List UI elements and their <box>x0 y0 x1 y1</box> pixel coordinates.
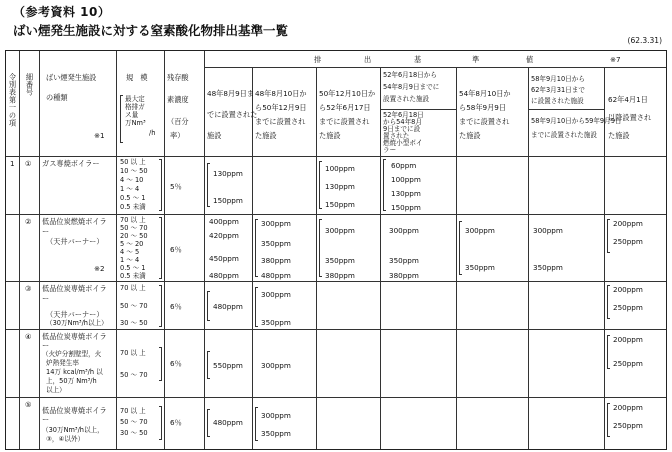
row2-c2-2: 380ppm <box>261 256 291 265</box>
bracket <box>207 163 210 207</box>
row3-c1-0: 480ppm <box>213 302 243 311</box>
row4-no: ④ <box>25 332 32 341</box>
rule <box>6 397 666 398</box>
row5-scale-1: 50 ～ 70 <box>120 418 148 426</box>
o2-header-3: 率） <box>170 131 185 140</box>
row3-c7-0: 200ppm <box>613 285 643 294</box>
rule <box>39 51 40 449</box>
row4-name-1: ー <box>42 341 50 350</box>
row2-c6-0: 300ppm <box>533 226 563 235</box>
row3-scale-2: 30 ～ 50 <box>120 319 148 327</box>
row1-scale-0: 50 以 上 <box>120 158 146 166</box>
emission-standards-table <box>5 50 667 450</box>
row1-c1-0: 130ppm <box>213 169 243 178</box>
row3-scale-0: 70 以 上 <box>120 284 146 292</box>
row5-name-0: 低品位炭専焼ボイラ <box>42 406 107 415</box>
row1-c4-1: 100ppm <box>391 175 421 184</box>
page-title: ばい煙発生施設に対する窒素酸化物排出基準一覧 <box>13 23 289 38</box>
row1-c3-2: 150ppm <box>325 200 355 209</box>
row5-name-3: ③，④以外） <box>46 435 85 443</box>
row2-c4-0: 300ppm <box>389 226 419 235</box>
rule <box>316 67 317 449</box>
o2-header-1: 素濃度 <box>167 95 189 104</box>
row2-name-2: （天井バーナー） <box>46 237 104 246</box>
row1-no: ① <box>25 159 32 168</box>
row2-scale-1: 50 ～ 70 <box>120 224 148 232</box>
row1-scale-4: 0.5 ～ 1 <box>120 194 146 202</box>
reference-label: （参考資料 10） <box>13 5 111 19</box>
scale-detail-1: 格排ガ <box>125 103 145 111</box>
row2-c3-1: 350ppm <box>325 256 355 265</box>
bracket <box>319 219 322 277</box>
emission-h-1: 出 <box>364 55 372 64</box>
row2-name-0: 低品位炭燃焼ボイラ <box>42 217 107 226</box>
bracket <box>159 159 162 211</box>
row3-name-2: （天井バーナー） <box>46 310 104 319</box>
bracket <box>120 95 123 143</box>
number-header: 細番号 <box>25 73 35 97</box>
period-3-l0: 50年12月10日か <box>319 89 376 98</box>
row2-scale-3: 5 ～ 20 <box>120 240 144 248</box>
bracket <box>607 219 610 253</box>
sub-a-0: 52年6月18日 <box>383 111 424 119</box>
row4-o2: 6％ <box>170 359 182 368</box>
period-7-l0: 62年4月1日 <box>608 95 648 104</box>
period-2-l1: ら50年12月9日 <box>255 103 307 112</box>
bracket <box>607 403 610 437</box>
row2-c1-0: 400ppm <box>209 217 239 226</box>
bracket <box>255 287 258 327</box>
row4-c1-0: 550ppm <box>213 361 243 370</box>
bracket <box>207 291 210 321</box>
row2-c5-0: 300ppm <box>465 226 495 235</box>
period-2-l2: までに設置され <box>255 117 306 126</box>
rule <box>204 51 205 449</box>
rule <box>528 109 604 110</box>
bracket <box>607 285 610 319</box>
row2-c3-2: 380ppm <box>325 271 355 280</box>
row2-c2-0: 300ppm <box>261 219 291 228</box>
row2-scale-2: 20 ～ 50 <box>120 232 148 240</box>
rule <box>6 329 666 330</box>
row2-scale-0: 70 以 上 <box>120 216 146 224</box>
sub-a-3: 置された <box>383 132 410 140</box>
scale-header: 規 模 <box>126 73 148 82</box>
period-7-l1: 以降設置され <box>608 113 652 122</box>
row1-o2: 5％ <box>170 182 182 191</box>
bracket <box>255 407 258 441</box>
row4-name-4: 14万 kcal/m³/h 以 <box>46 368 103 376</box>
bracket <box>255 219 258 277</box>
period-3-l1: ら52年6月17日 <box>319 103 371 112</box>
period-2-l0: 48年8月10日か <box>255 89 307 98</box>
period-6-l1: 62年3月31日まで <box>531 86 585 94</box>
period-7-l2: た施設 <box>608 131 630 140</box>
row4-scale-1: 50 ～ 70 <box>120 371 148 379</box>
o2-header-0: 残存酸 <box>167 73 189 82</box>
row2-c4-2: 380ppm <box>389 271 419 280</box>
bracket <box>207 409 210 437</box>
sub-a-4: 燃焼小型ボイ <box>383 139 423 147</box>
row2-c1-1: 420ppm <box>209 231 239 240</box>
row3-name-1: ー <box>42 294 50 303</box>
row2-note: ※2 <box>94 264 105 273</box>
row3-c2-1: 350ppm <box>261 318 291 327</box>
emission-h-3: 準 <box>472 55 480 64</box>
row4-scale-0: 70 以 上 <box>120 349 146 357</box>
rule <box>456 67 457 449</box>
period-2-l3: た施設 <box>255 131 277 140</box>
doc-date: (62.3.31) <box>627 36 662 45</box>
rule <box>380 109 456 110</box>
row4-name-5: 上，50万 Nm³/h <box>46 377 97 385</box>
row2-scale-6: 0.5 ～ 1 <box>120 264 146 272</box>
o2-header-2: （百分 <box>167 117 189 126</box>
facility-header-2: の種類 <box>46 93 68 102</box>
period-6-l0: 58年9月10日から <box>531 75 585 83</box>
row4-name-0: 低品位炭専焼ボイラ <box>42 332 107 341</box>
row1-c4-3: 150ppm <box>391 203 421 212</box>
sub-a-2: 9日までに設 <box>383 125 421 133</box>
sub-a-5: ラー <box>383 146 397 154</box>
bracket <box>159 347 162 381</box>
rule <box>6 281 666 282</box>
row1-c4-0: 60ppm <box>391 161 417 170</box>
row2-c3-0: 300ppm <box>325 226 355 235</box>
period-1-l0: 48年8月9日ま <box>207 89 255 98</box>
row5-c7-0: 200ppm <box>613 403 643 412</box>
row2-c1-3: 480ppm <box>209 271 239 280</box>
row2-c7-0: 200ppm <box>613 219 643 228</box>
rule <box>252 67 253 449</box>
row4-c2-0: 300ppm <box>261 361 291 370</box>
row5-scale-0: 70 以 上 <box>120 407 146 415</box>
row3-c7-1: 250ppm <box>613 303 643 312</box>
period-4-l2: 設置された施設 <box>383 95 430 103</box>
row4-name-3: 炉熱発生率 <box>46 359 79 367</box>
rule <box>164 51 165 449</box>
row2-c1-2: 450ppm <box>209 254 239 263</box>
period-5-l1: ら58年9月9日 <box>459 103 507 112</box>
row1-c4-2: 130ppm <box>391 189 421 198</box>
period-4-l0: 52年6月18日から <box>383 71 437 79</box>
row2-no: ② <box>25 217 32 226</box>
row4-c7-1: 250ppm <box>613 359 643 368</box>
bracket <box>319 161 322 209</box>
emission-h-4: 値 <box>526 55 534 64</box>
bracket <box>607 335 610 369</box>
emission-h-2: 基 <box>414 55 422 64</box>
period-4-l1: 54年8月9日までに <box>383 83 440 91</box>
row1-scale-3: 1 ～ 4 <box>120 185 140 193</box>
row3-name-0: 低品位炭専焼ボイラ <box>42 284 107 293</box>
row1-article: 1 <box>10 159 15 168</box>
row3-name-3: （30万Nm³/h以上） <box>46 319 108 327</box>
row2-c7-1: 250ppm <box>613 237 643 246</box>
rule <box>116 51 117 449</box>
row2-c2-1: 350ppm <box>261 239 291 248</box>
period-3-l3: た施設 <box>319 131 341 140</box>
row5-scale-2: 30 ～ 50 <box>120 429 148 437</box>
period-6-l2: に設置された施設 <box>531 97 584 105</box>
row5-no: ⑤ <box>25 400 32 409</box>
row2-scale-7: 0.5 未満 <box>120 272 146 280</box>
row1-c1-1: 150ppm <box>213 196 243 205</box>
rule <box>528 67 529 449</box>
row5-name-2: （30万Nm³/h以上， <box>42 426 104 434</box>
note-7: ※7 <box>610 55 621 64</box>
article-header: 令別表第一の項 <box>8 73 18 127</box>
rule <box>6 156 666 157</box>
row2-c6-1: 350ppm <box>533 263 563 272</box>
rule <box>6 214 666 215</box>
row3-no: ③ <box>25 284 32 293</box>
period-5-l0: 54年8月10日か <box>459 89 511 98</box>
note-1: ※1 <box>94 131 105 140</box>
row1-scale-1: 10 ～ 50 <box>120 167 148 175</box>
row1-c3-0: 100ppm <box>325 164 355 173</box>
period-1-l2: 施設 <box>207 131 222 140</box>
bracket <box>159 285 162 327</box>
row2-c4-1: 350ppm <box>389 256 419 265</box>
row3-scale-1: 50 ～ 70 <box>120 302 148 310</box>
row1-scale-2: 4 ～ 10 <box>120 176 144 184</box>
period-1-l1: でに設置された <box>207 110 258 119</box>
row3-c2-0: 300ppm <box>261 290 291 299</box>
scale-detail-3: 万Nm³ <box>125 119 146 127</box>
sub-b-0: 58年9月10日から59年9月9日 <box>531 117 622 125</box>
row2-scale-5: 1 ～ 4 <box>120 256 140 264</box>
row3-o2: 6％ <box>170 302 182 311</box>
bracket <box>383 159 386 211</box>
rule <box>204 67 666 68</box>
row2-o2: 6％ <box>170 245 182 254</box>
bracket <box>459 221 462 275</box>
period-5-l3: た施設 <box>459 131 481 140</box>
bracket <box>207 351 210 379</box>
scale-detail-2: ス量 <box>125 111 139 119</box>
row5-name-1: ー <box>42 415 50 424</box>
row1-name: ガス専焼ボイラー <box>42 159 100 168</box>
bracket <box>159 406 162 440</box>
row1-scale-5: 0.5 未満 <box>120 203 146 211</box>
bracket <box>159 217 162 279</box>
row1-c3-1: 130ppm <box>325 182 355 191</box>
row4-name-6: 以上） <box>46 386 66 394</box>
facility-header: ばい煙発生施設 <box>46 73 97 82</box>
row4-c7-0: 200ppm <box>613 335 643 344</box>
scale-detail-0: 最大定 <box>125 95 145 103</box>
row5-c2-0: 300ppm <box>261 411 291 420</box>
period-5-l2: までに設置され <box>459 117 510 126</box>
row5-c2-1: 350ppm <box>261 429 291 438</box>
row2-scale-4: 4 ～ 5 <box>120 248 140 256</box>
scale-detail-4: /h <box>149 129 156 137</box>
emission-h-0: 排 <box>314 55 322 64</box>
row2-c5-1: 350ppm <box>465 263 495 272</box>
row4-name-2: （火炉分割壁型，火 <box>42 350 102 358</box>
row5-c1-0: 480ppm <box>213 418 243 427</box>
row5-o2: 6％ <box>170 418 182 427</box>
rule <box>380 67 381 449</box>
sub-b-1: までに設置された施設 <box>531 131 597 139</box>
rule <box>19 51 20 449</box>
row5-c7-1: 250ppm <box>613 421 643 430</box>
row2-name-1: ー <box>42 227 50 236</box>
sub-a-1: から54年8月 <box>383 118 422 126</box>
row2-c2-3: 480ppm <box>261 271 291 280</box>
period-3-l2: までに設置され <box>319 117 370 126</box>
